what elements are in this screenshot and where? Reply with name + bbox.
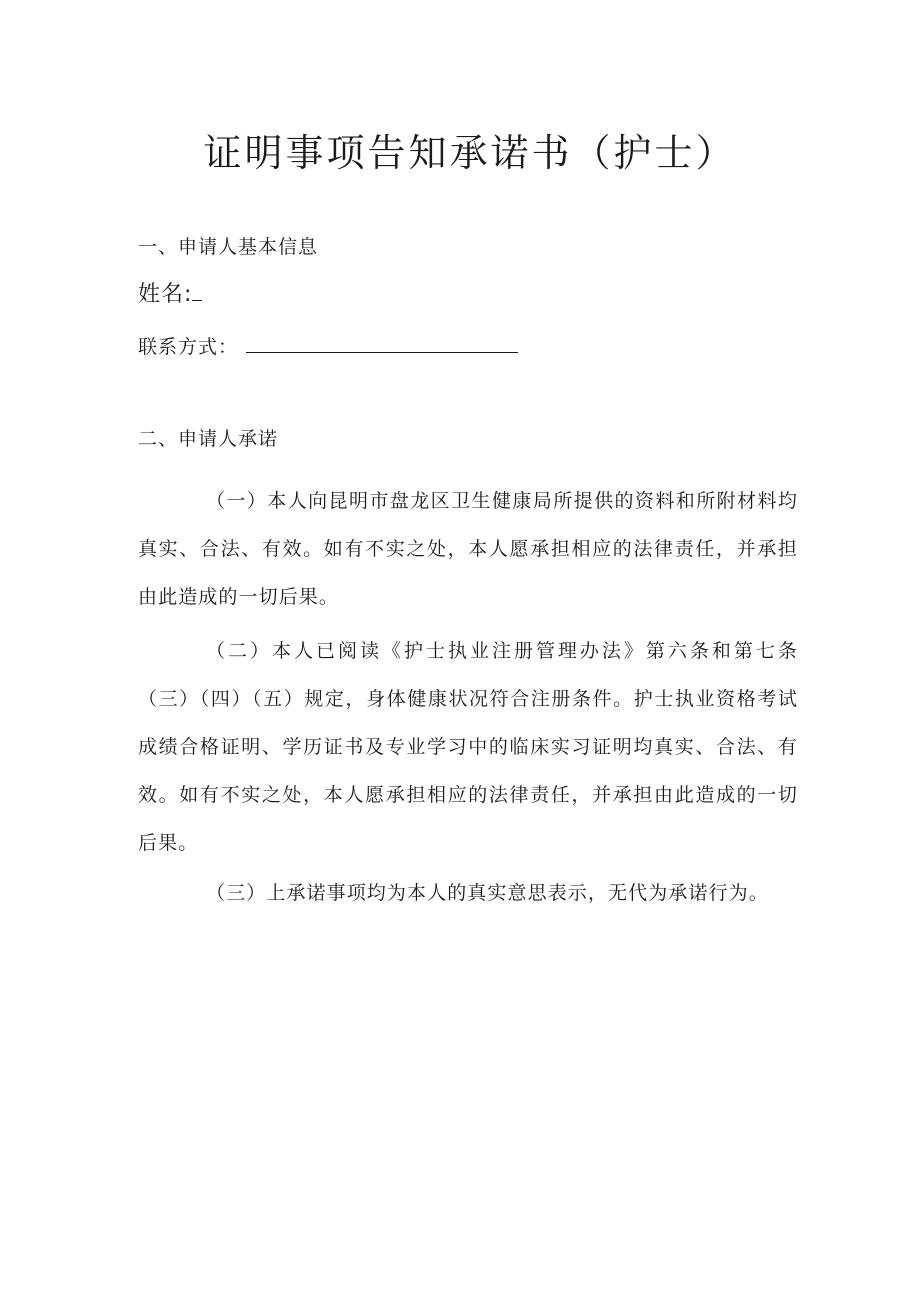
section-heading-basic-info: 一、申请人基本信息: [138, 236, 319, 258]
commitment-paragraph-2: （二）本人已阅读《护士执业注册管理办法》第六条和第七条（三）（四）（五）规定，身体健康状况符合注册条件。护士执业资格考试成绩合格证明、学历证书及专业学习中的临床实习证明均真实、合法、有效。如有不实之处，本人愿承担相应的法律责任，并承担由此造成的一切后果。: [138, 640, 798, 854]
contact-field: [138, 332, 518, 361]
name-field: [138, 281, 202, 309]
commitment-paragraph-3: （三）上承诺事项均为本人的真实意思表示，无代为承诺行为。: [206, 882, 769, 904]
name-blank-line: [192, 282, 202, 301]
commitment-paragraph-1: （一）本人向昆明市盘龙区卫生健康局所提供的资料和所附材料均真实、合法、有效。如有不实之处，本人愿承担相应的法律责任，并承担由此造成的一切后果。: [138, 490, 798, 608]
section-heading-commitment: 二、申请人承诺: [138, 428, 279, 450]
document-title: 证明事项告知承诺书（护士）: [203, 131, 737, 175]
contact-blank-line: [246, 332, 518, 353]
name-label: 姓名:: [138, 282, 193, 307]
contact-label: 联系方式：: [138, 336, 239, 358]
